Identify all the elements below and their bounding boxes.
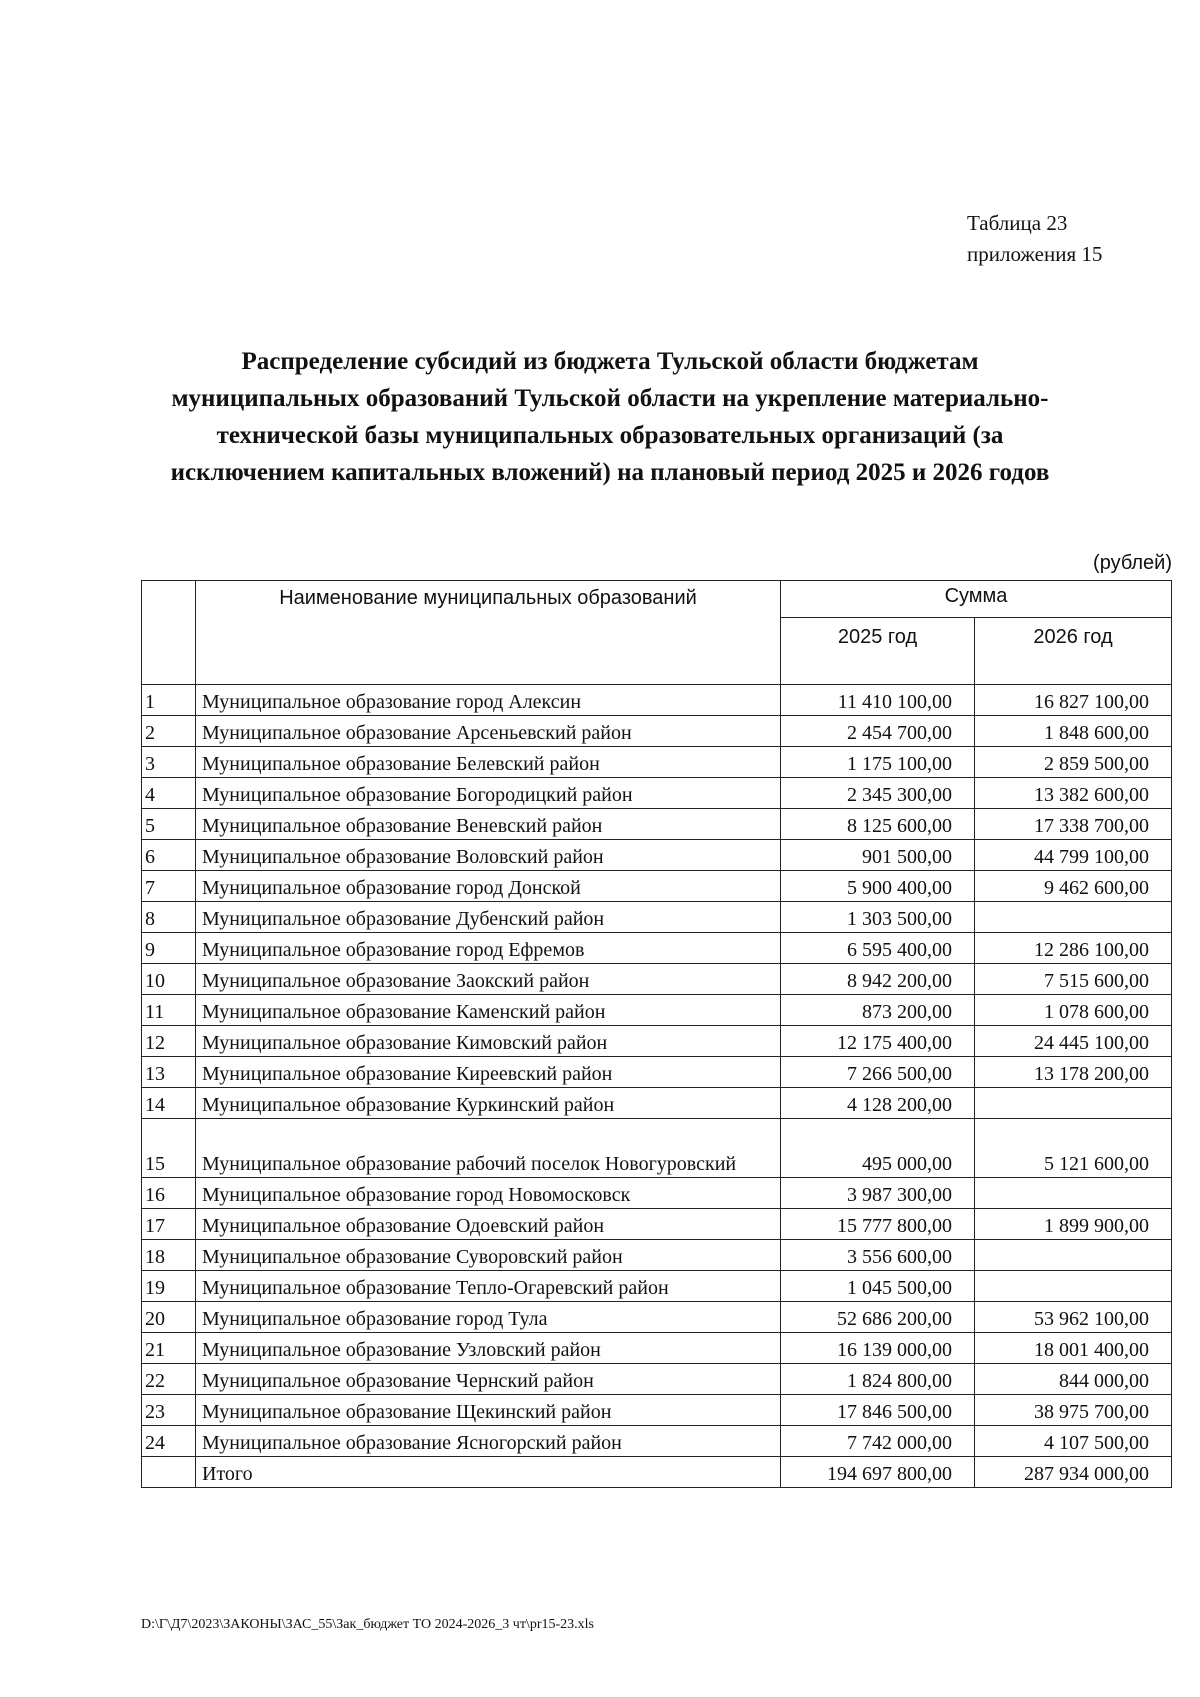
amount-2025: 7 266 500,00 (781, 1057, 975, 1088)
subsidy-table (141, 580, 1172, 1488)
municipality-name: Муниципальное образование Кимовский район (196, 1026, 781, 1057)
header-row (142, 581, 1172, 618)
row-number: 6 (142, 840, 196, 871)
amount-2026: 4 107 500,00 (975, 1426, 1172, 1457)
amount-2026 (975, 902, 1172, 933)
total-2026: 287 934 000,00 (975, 1457, 1172, 1488)
row-number: 20 (142, 1302, 196, 1333)
table-row (142, 1209, 1172, 1240)
header-number-cell (142, 581, 196, 685)
annex-label (967, 208, 1102, 270)
row-number: 17 (142, 1209, 196, 1240)
municipality-name: Муниципальное образование Арсеньевский район (196, 716, 781, 747)
amount-2025: 12 175 400,00 (781, 1026, 975, 1057)
table-row (142, 964, 1172, 995)
municipality-name: Муниципальное образование Ясногорский район (196, 1426, 781, 1457)
municipality-name: Муниципальное образование Воловский район (196, 840, 781, 871)
amount-2025: 52 686 200,00 (781, 1302, 975, 1333)
amount-2025: 11 410 100,00 (781, 685, 975, 716)
amount-2025: 2 454 700,00 (781, 716, 975, 747)
municipality-name: Муниципальное образование Чернский район (196, 1364, 781, 1395)
amount-2026 (975, 1178, 1172, 1209)
table-row (142, 809, 1172, 840)
table-row (142, 1057, 1172, 1088)
municipality-name: Муниципальное образование Суворовский район (196, 1240, 781, 1271)
total-row (142, 1457, 1172, 1488)
municipality-name: Муниципальное образование Белевский район (196, 747, 781, 778)
municipality-name: Муниципальное образование Каменский район (196, 995, 781, 1026)
row-number: 22 (142, 1364, 196, 1395)
table-row (142, 1302, 1172, 1333)
table-row (142, 1119, 1172, 1178)
municipality-name: Муниципальное образование Тепло-Огаревский район (196, 1271, 781, 1302)
municipality-name: Муниципальное образование Веневский район (196, 809, 781, 840)
row-number: 2 (142, 716, 196, 747)
amount-2026: 18 001 400,00 (975, 1333, 1172, 1364)
row-number: 13 (142, 1057, 196, 1088)
amount-2026: 1 899 900,00 (975, 1209, 1172, 1240)
amount-2026: 17 338 700,00 (975, 809, 1172, 840)
row-number: 16 (142, 1178, 196, 1209)
municipality-name: Муниципальное образование Киреевский район (196, 1057, 781, 1088)
amount-2025: 8 942 200,00 (781, 964, 975, 995)
amount-2026: 16 827 100,00 (975, 685, 1172, 716)
total-number-cell (142, 1457, 196, 1488)
table-row (142, 1271, 1172, 1302)
table-row (142, 685, 1172, 716)
amount-2025: 1 303 500,00 (781, 902, 975, 933)
amount-2026: 1 848 600,00 (975, 716, 1172, 747)
amount-2026 (975, 1240, 1172, 1271)
amount-2026: 9 462 600,00 (975, 871, 1172, 902)
amount-2026: 38 975 700,00 (975, 1395, 1172, 1426)
amount-2025: 8 125 600,00 (781, 809, 975, 840)
municipality-name: Муниципальное образование город Новомосковск (196, 1178, 781, 1209)
table-row (142, 1426, 1172, 1457)
total-label: Итого (196, 1457, 781, 1488)
table-row (142, 871, 1172, 902)
table-row (142, 1395, 1172, 1426)
table-row (142, 747, 1172, 778)
municipality-name: Муниципальное образование Узловский район (196, 1333, 781, 1364)
row-number: 14 (142, 1088, 196, 1119)
row-number: 1 (142, 685, 196, 716)
amount-2025: 17 846 500,00 (781, 1395, 975, 1426)
amount-2026: 13 178 200,00 (975, 1057, 1172, 1088)
unit-label: (рублей) (1093, 552, 1172, 574)
amount-2025: 2 345 300,00 (781, 778, 975, 809)
amount-2026: 7 515 600,00 (975, 964, 1172, 995)
row-number: 10 (142, 964, 196, 995)
header-sum: Сумма (781, 581, 1172, 618)
table-row (142, 1240, 1172, 1271)
amount-2025: 3 556 600,00 (781, 1240, 975, 1271)
amount-2026: 24 445 100,00 (975, 1026, 1172, 1057)
row-number: 4 (142, 778, 196, 809)
row-number: 9 (142, 933, 196, 964)
amount-2026: 44 799 100,00 (975, 840, 1172, 871)
table-row (142, 716, 1172, 747)
amount-2025: 495 000,00 (781, 1119, 975, 1178)
amount-2025: 3 987 300,00 (781, 1178, 975, 1209)
table-row (142, 1178, 1172, 1209)
row-number: 11 (142, 995, 196, 1026)
row-number: 15 (142, 1119, 196, 1178)
row-number: 8 (142, 902, 196, 933)
amount-2025: 5 900 400,00 (781, 871, 975, 902)
file-path-footer: D:\Г\Д7\2023\ЗАКОНЫ\ЗАС_55\Зак_бюджет ТО 2024-2026_3 чт\pr15-23.xls (141, 1617, 594, 1632)
table-row (142, 778, 1172, 809)
table-row (142, 1088, 1172, 1119)
row-number: 7 (142, 871, 196, 902)
municipality-name: Муниципальное образование город Тула (196, 1302, 781, 1333)
table-row (142, 933, 1172, 964)
appendix-number: приложения 15 (967, 242, 1103, 266)
amount-2026 (975, 1088, 1172, 1119)
amount-2026: 844 000,00 (975, 1364, 1172, 1395)
table-row (142, 840, 1172, 871)
header-name: Наименование муниципальных образований (196, 581, 781, 685)
municipality-name: Муниципальное образование Дубенский район (196, 902, 781, 933)
municipality-name: Муниципальное образование Одоевский район (196, 1209, 781, 1240)
amount-2026: 5 121 600,00 (975, 1119, 1172, 1178)
amount-2025: 1 045 500,00 (781, 1271, 975, 1302)
row-number: 3 (142, 747, 196, 778)
municipality-name: Муниципальное образование Щекинский район (196, 1395, 781, 1426)
row-number: 19 (142, 1271, 196, 1302)
municipality-name: Муниципальное образование город Алексин (196, 685, 781, 716)
amount-2026: 12 286 100,00 (975, 933, 1172, 964)
row-number: 12 (142, 1026, 196, 1057)
amount-2026: 2 859 500,00 (975, 747, 1172, 778)
amount-2026: 13 382 600,00 (975, 778, 1172, 809)
municipality-name: Муниципальное образование рабочий поселок Новогуровский (196, 1119, 781, 1178)
amount-2025: 901 500,00 (781, 840, 975, 871)
table-row (142, 1333, 1172, 1364)
row-number: 24 (142, 1426, 196, 1457)
amount-2025: 4 128 200,00 (781, 1088, 975, 1119)
amount-2025: 1 824 800,00 (781, 1364, 975, 1395)
amount-2026: 1 078 600,00 (975, 995, 1172, 1026)
amount-2025: 1 175 100,00 (781, 747, 975, 778)
amount-2025: 16 139 000,00 (781, 1333, 975, 1364)
municipality-name: Муниципальное образование город Донской (196, 871, 781, 902)
table-row (142, 995, 1172, 1026)
amount-2025: 7 742 000,00 (781, 1426, 975, 1457)
amount-2025: 873 200,00 (781, 995, 975, 1026)
table-row (142, 1026, 1172, 1057)
table-number: Таблица 23 (967, 211, 1068, 235)
municipality-name: Муниципальное образование город Ефремов (196, 933, 781, 964)
table-row (142, 1364, 1172, 1395)
total-2025: 194 697 800,00 (781, 1457, 975, 1488)
table-row (142, 902, 1172, 933)
municipality-name: Муниципальное образование Куркинский район (196, 1088, 781, 1119)
header-year-2026: 2026 год (975, 618, 1172, 685)
row-number: 21 (142, 1333, 196, 1364)
amount-2026 (975, 1271, 1172, 1302)
amount-2025: 15 777 800,00 (781, 1209, 975, 1240)
municipality-name: Муниципальное образование Заокский район (196, 964, 781, 995)
amount-2025: 6 595 400,00 (781, 933, 975, 964)
municipality-name: Муниципальное образование Богородицкий район (196, 778, 781, 809)
document-title: Распределение субсидий из бюджета Тульской области бюджетам муниципальных образований Тульской области на укрепление материально-технической базы муниципальных образовательных организаций (за исключением капитальных вложений) на плановый период 2025 и 2026 годов (170, 348, 1050, 486)
amount-2026: 53 962 100,00 (975, 1302, 1172, 1333)
header-year-2025: 2025 год (781, 618, 975, 685)
row-number: 18 (142, 1240, 196, 1271)
row-number: 5 (142, 809, 196, 840)
row-number: 23 (142, 1395, 196, 1426)
